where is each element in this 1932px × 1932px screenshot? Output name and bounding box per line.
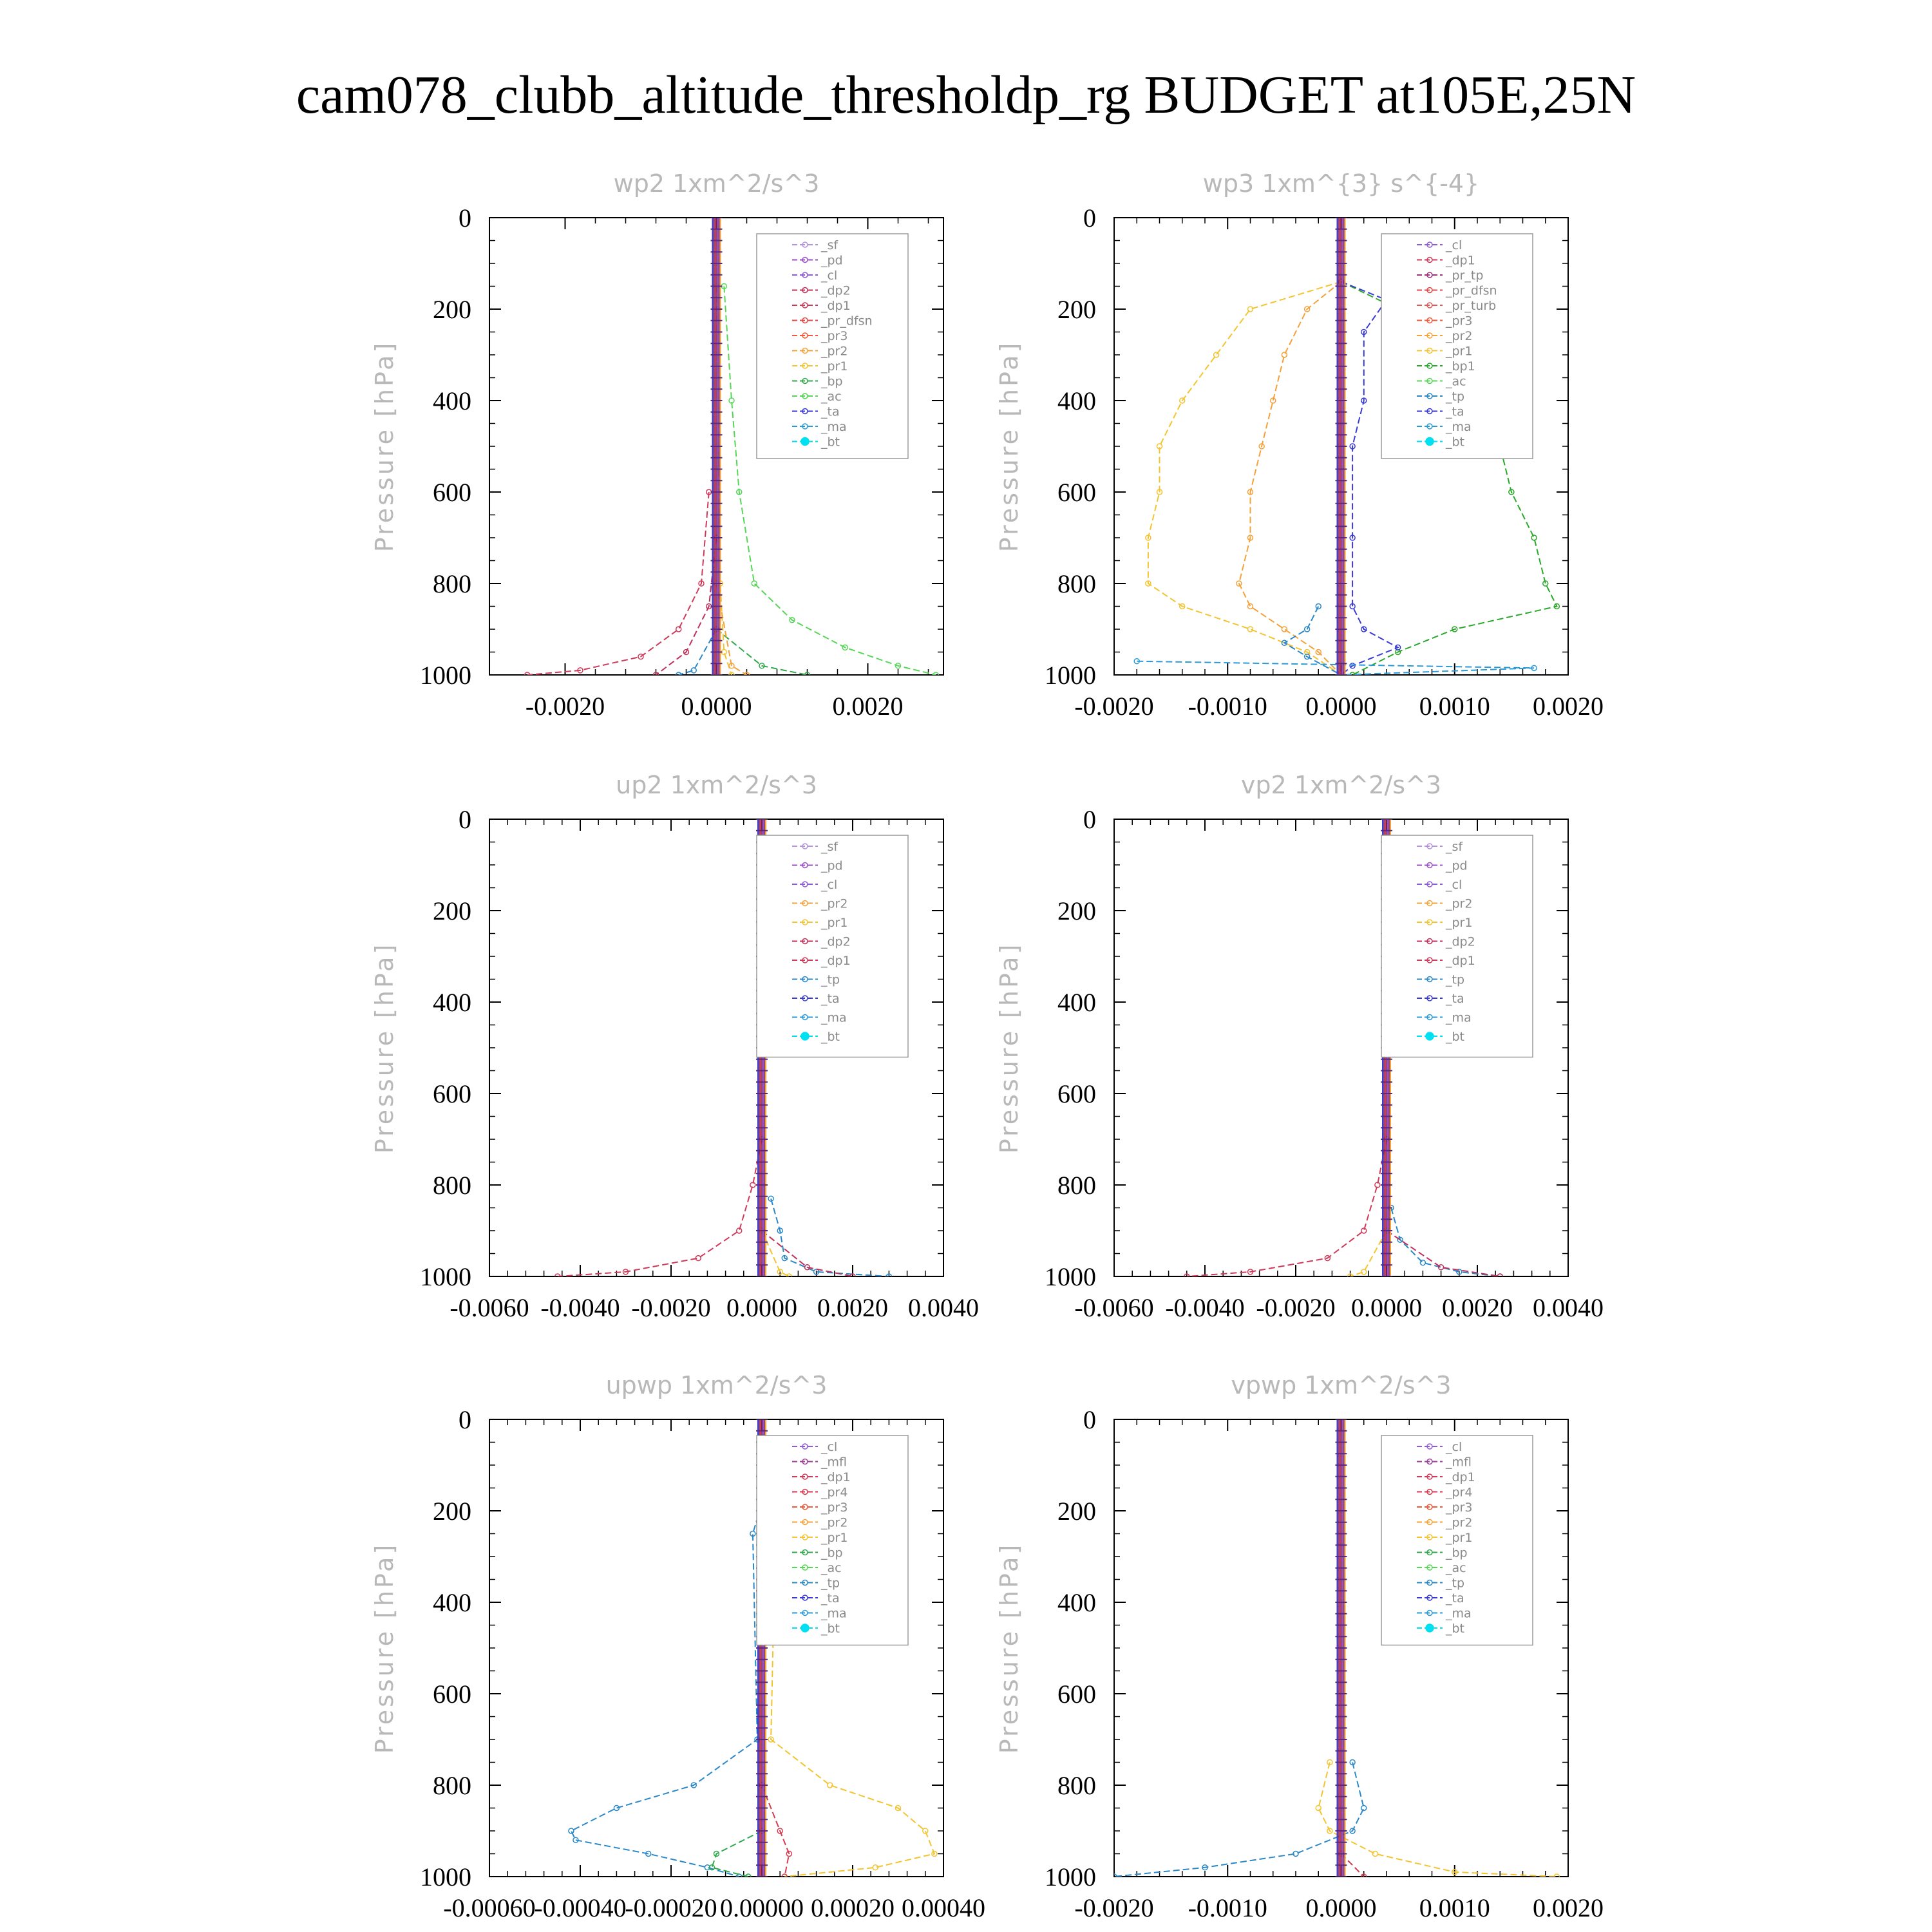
x-tick-label: -0.0020 <box>525 692 605 721</box>
chart-panel-1 <box>995 169 1604 721</box>
legend-label: _tp <box>1446 1576 1465 1591</box>
legend-label: _pr2 <box>1446 329 1473 343</box>
series-point-pr2 <box>1282 627 1287 632</box>
x-tick-label: 0.0000 <box>1305 692 1377 721</box>
legend-label: _tp <box>821 1576 840 1591</box>
legend-label: _pr1 <box>821 1531 848 1545</box>
series-line-dp1 <box>527 492 709 675</box>
series-point-tp <box>1361 1806 1367 1811</box>
x-tick-label: -0.0060 <box>1074 1293 1154 1322</box>
legend-label: _ac <box>1446 1561 1466 1575</box>
legend-label: _pd <box>821 858 843 873</box>
panel-title: wp2 1xm^2/s^3 <box>613 169 820 198</box>
y-tick-label: 400 <box>1057 1588 1096 1617</box>
legend-label: _dp1 <box>821 954 851 968</box>
legend-label: _sf <box>1446 840 1463 854</box>
legend-label: _cl <box>821 878 838 892</box>
y-tick-label: 800 <box>433 569 471 598</box>
x-tick-label: -0.0020 <box>1074 1893 1154 1922</box>
legend-label: _bp <box>821 374 843 389</box>
chart-panel-5 <box>995 1371 1604 1922</box>
legend-label: _ma <box>1446 1010 1472 1025</box>
legend-label: _ma <box>1446 1606 1472 1621</box>
legend-label: _bt <box>821 1030 840 1044</box>
legend-label: _dp2 <box>821 283 851 298</box>
y-tick-label: 200 <box>1057 295 1096 324</box>
x-tick-label: 0.0020 <box>1533 692 1604 721</box>
y-tick-label: 1000 <box>1045 661 1096 690</box>
y-tick-label: 800 <box>1057 1771 1096 1800</box>
chart-panel-0 <box>370 169 943 721</box>
legend-label: _ma <box>1446 420 1472 434</box>
panel-title: up2 1xm^2/s^3 <box>616 771 817 799</box>
x-tick-label: -0.0020 <box>1074 692 1154 721</box>
legend-label: _dp1 <box>1446 1470 1475 1484</box>
legend-label: _dp1 <box>1446 253 1475 268</box>
legend-label: _cl <box>821 269 838 283</box>
legend-label: _pr4 <box>821 1485 848 1500</box>
legend-label: _pr2 <box>821 344 848 359</box>
legend-label: _pr3 <box>1446 314 1473 328</box>
legend-label: _cl <box>1446 238 1463 252</box>
figure-title: cam078_clubb_altitude_thresholdp_rg BUDGET at105E,25N <box>296 65 1636 125</box>
x-tick-label: 0.0020 <box>832 692 904 721</box>
y-tick-label: 200 <box>433 896 471 925</box>
x-tick-label: 0.0020 <box>1442 1293 1513 1322</box>
legend-label: _pr_turb <box>1446 299 1497 313</box>
legend-label: _bt <box>1446 1030 1465 1044</box>
legend-label: _cl <box>1446 1440 1463 1454</box>
y-tick-label: 600 <box>1057 1079 1096 1108</box>
y-tick-label: 800 <box>1057 1171 1096 1200</box>
x-tick-label: 0.0000 <box>726 1293 797 1322</box>
x-tick-label: -0.00040 <box>534 1893 627 1922</box>
y-axis-label: Pressure [hPa] <box>370 1542 399 1754</box>
series-point-tp <box>569 1828 574 1833</box>
legend-label: _mfl <box>1446 1455 1472 1470</box>
y-tick-label: 200 <box>433 1497 471 1526</box>
x-tick-label: 0.00020 <box>811 1893 895 1922</box>
legend-label: _ac <box>1446 374 1466 389</box>
legend-label: _pr3 <box>821 329 848 343</box>
y-tick-label: 1000 <box>420 661 471 690</box>
legend-marker-bt <box>801 1624 809 1632</box>
legend-label: _pr2 <box>1446 1515 1473 1530</box>
legend-label: _sf <box>821 238 838 252</box>
legend-label: _pr_tp <box>1446 269 1484 283</box>
y-tick-label: 1000 <box>420 1862 471 1891</box>
panels <box>370 169 1604 1922</box>
panel-title: vp2 1xm^2/s^3 <box>1240 771 1442 799</box>
y-tick-label: 0 <box>1083 204 1096 232</box>
legend-label: _ma <box>821 420 847 434</box>
series-line-tp <box>771 1198 889 1276</box>
legend-label: _pr3 <box>1446 1501 1473 1515</box>
legend-label: _bt <box>821 435 840 450</box>
series-point-tp <box>1420 1260 1425 1265</box>
y-tick-label: 600 <box>433 1680 471 1709</box>
legend-label: _pr1 <box>1446 344 1473 359</box>
y-tick-label: 0 <box>1083 1405 1096 1434</box>
x-tick-label: 0.0000 <box>681 692 752 721</box>
legend-label: _cl <box>821 1440 838 1454</box>
y-tick-label: 600 <box>433 1079 471 1108</box>
series-point-pr1 <box>1214 352 1219 357</box>
series-point-pr1 <box>1372 1852 1378 1857</box>
x-tick-label: 0.0020 <box>1533 1893 1604 1922</box>
y-axis-label: Pressure [hPa] <box>370 942 399 1154</box>
y-axis-label: Pressure [hPa] <box>370 340 399 553</box>
series-line-tp <box>1114 1763 1364 1877</box>
legend-marker-bt <box>1426 1624 1434 1632</box>
series-point-ac <box>752 581 757 586</box>
y-tick-label: 0 <box>1083 805 1096 834</box>
x-tick-label: 0.0000 <box>1351 1293 1422 1322</box>
x-tick-label: -0.0010 <box>1188 1893 1267 1922</box>
series-point-pr1 <box>923 1828 928 1833</box>
legend-label: _ma <box>821 1606 847 1621</box>
series-point-pr1 <box>1316 1806 1321 1811</box>
legend-label: _ta <box>1446 1591 1464 1605</box>
legend-label: _dp1 <box>821 1470 851 1484</box>
legend-label: _ta <box>1446 992 1464 1006</box>
legend-label: _bp1 <box>1446 359 1475 374</box>
legend-marker-bt <box>1426 1032 1434 1040</box>
y-axis-label: Pressure [hPa] <box>995 340 1023 553</box>
x-tick-label: -0.0020 <box>631 1293 711 1322</box>
x-tick-label: 0.00040 <box>902 1893 985 1922</box>
x-tick-label: 0.0040 <box>908 1293 979 1322</box>
legend-label: _pr2 <box>821 896 848 911</box>
series-point-pr2 <box>1248 604 1253 609</box>
legend-label: _tp <box>821 972 840 987</box>
y-tick-label: 200 <box>433 295 471 324</box>
y-tick-label: 600 <box>1057 478 1096 507</box>
x-tick-label: -0.00060 <box>443 1893 536 1922</box>
legend-label: _bt <box>821 1622 840 1636</box>
legend-label: _ac <box>821 1561 842 1575</box>
legend-label: _pd <box>821 253 843 268</box>
legend-label: _dp2 <box>1446 934 1475 949</box>
y-tick-label: 800 <box>1057 569 1096 598</box>
legend-label: _ta <box>821 404 840 419</box>
y-axis-label: Pressure [hPa] <box>995 942 1023 1154</box>
legend-marker-bt <box>801 438 809 446</box>
series-line-pr2 <box>1239 281 1341 675</box>
legend-label: _pr1 <box>1446 1531 1473 1545</box>
legend-label: _pd <box>1446 858 1468 873</box>
x-tick-label: -0.0020 <box>1256 1293 1336 1322</box>
panel-title: upwp 1xm^2/s^3 <box>605 1371 828 1399</box>
x-tick-label: 0.0010 <box>1419 1893 1490 1922</box>
y-tick-label: 600 <box>433 478 471 507</box>
panel-title: wp3 1xm^{3} s^{-4} <box>1202 169 1480 198</box>
y-tick-label: 400 <box>1057 988 1096 1017</box>
legend-label: _dp1 <box>821 299 851 313</box>
x-tick-label: -0.00020 <box>625 1893 717 1922</box>
legend-marker-bt <box>1426 438 1434 446</box>
legend-label: _dp2 <box>821 934 851 949</box>
chart-panel-3 <box>995 771 1604 1322</box>
legend-label: _sf <box>821 840 838 854</box>
series-point-dp1 <box>676 627 681 632</box>
legend-label: _pr1 <box>821 359 848 374</box>
panel-title: vpwp 1xm^2/s^3 <box>1231 1371 1452 1399</box>
y-tick-label: 400 <box>433 988 471 1017</box>
legend-label: _pr_dfsn <box>821 314 873 328</box>
legend-label: _pr2 <box>821 1515 848 1530</box>
x-tick-label: 0.0000 <box>1305 1893 1377 1922</box>
legend-label: _bp <box>1446 1546 1468 1560</box>
legend-label: _tp <box>1446 972 1465 987</box>
y-tick-label: 800 <box>433 1171 471 1200</box>
chart-panel-2 <box>370 771 979 1322</box>
legend-label: _ta <box>821 992 840 1006</box>
legend-label: _bt <box>1446 435 1465 450</box>
legend-label: _ma <box>821 1010 847 1025</box>
y-axis-label: Pressure [hPa] <box>995 1542 1023 1754</box>
legend-label: _pr1 <box>1446 916 1473 930</box>
series-line-tp <box>571 1488 766 1877</box>
legend-label: _pr1 <box>821 916 848 930</box>
series-point-pr1 <box>1248 627 1253 632</box>
legend-label: _ta <box>1446 404 1464 419</box>
y-tick-label: 400 <box>433 386 471 415</box>
legend-label: _mfl <box>821 1455 847 1470</box>
x-tick-label: 0.0010 <box>1419 692 1490 721</box>
legend-label: _dp1 <box>1446 954 1475 968</box>
legend-label: _tp <box>1446 390 1465 404</box>
y-tick-label: 600 <box>1057 1680 1096 1709</box>
legend-label: _pr4 <box>1446 1485 1473 1500</box>
legend-label: _pr2 <box>1446 896 1473 911</box>
series-line-dp2 <box>1387 1231 1500 1276</box>
legend-label: _pr_dfsn <box>1446 283 1497 298</box>
chart-panel-4 <box>370 1371 985 1922</box>
y-tick-label: 800 <box>433 1771 471 1800</box>
x-tick-label: 0.00000 <box>720 1893 804 1922</box>
series-line-pr1 <box>1148 281 1341 675</box>
y-tick-label: 200 <box>1057 1497 1096 1526</box>
series-line-tp <box>1391 1208 1500 1277</box>
y-tick-label: 0 <box>459 1405 471 1434</box>
x-tick-label: -0.0040 <box>1165 1293 1245 1322</box>
y-tick-label: 1000 <box>420 1262 471 1291</box>
series-line-dp1 <box>558 1139 762 1276</box>
y-tick-label: 400 <box>1057 386 1096 415</box>
y-tick-label: 200 <box>1057 896 1096 925</box>
x-tick-label: 0.0020 <box>817 1293 888 1322</box>
y-tick-label: 400 <box>433 1588 471 1617</box>
legend-label: _cl <box>1446 878 1463 892</box>
series-line-dp1 <box>1187 1139 1387 1276</box>
x-tick-label: -0.0040 <box>540 1293 620 1322</box>
legend-label: _ac <box>821 390 842 404</box>
x-tick-label: 0.0040 <box>1533 1293 1604 1322</box>
x-tick-label: -0.0060 <box>450 1293 529 1322</box>
y-tick-label: 1000 <box>1045 1262 1096 1291</box>
y-tick-label: 1000 <box>1045 1862 1096 1891</box>
legend-label: _bt <box>1446 1622 1465 1636</box>
legend-label: _pr3 <box>821 1501 848 1515</box>
x-tick-label: -0.0010 <box>1188 692 1267 721</box>
y-tick-label: 0 <box>459 204 471 232</box>
legend-marker-bt <box>801 1032 809 1040</box>
legend-label: _ta <box>821 1591 840 1605</box>
series-point-pr2 <box>1282 352 1287 357</box>
series-point-bp1 <box>1531 535 1537 540</box>
y-tick-label: 0 <box>459 805 471 834</box>
series-line-pr1 <box>1318 1763 1557 1877</box>
legend-label: _bp <box>821 1546 843 1560</box>
